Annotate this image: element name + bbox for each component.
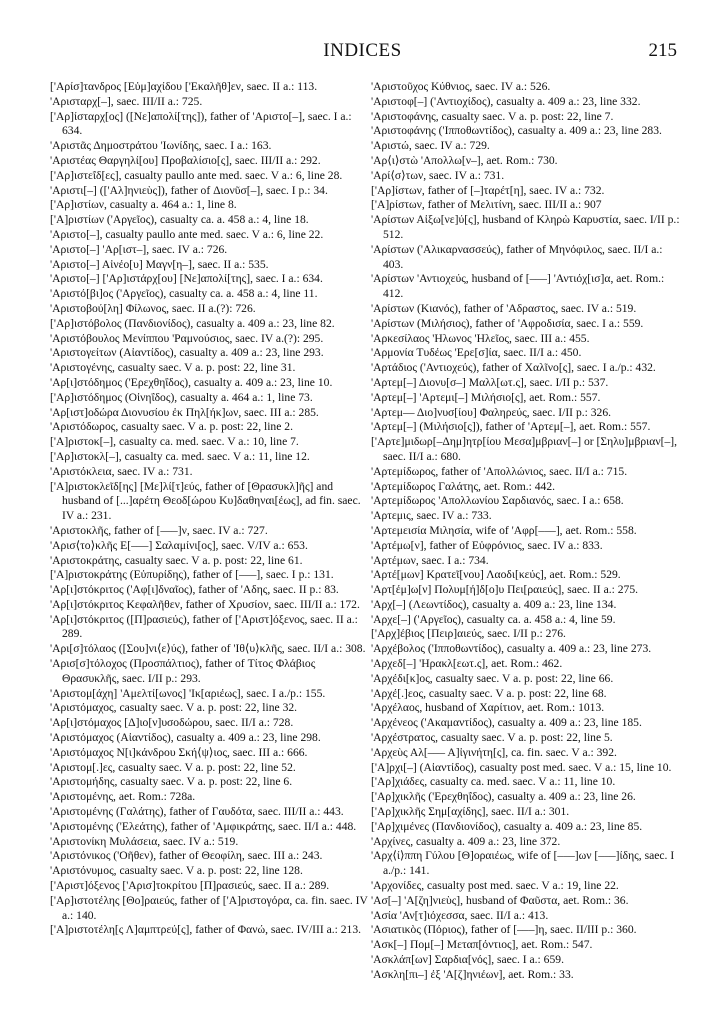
index-entry: 'Αρτεμις, saec. IV a.: 733. [371, 509, 492, 523]
index-entry: 'Αρχέστρατος, casualty saec. V a. p. post: 22, line 5. [371, 731, 613, 745]
index-entry: 'Αριστόδωρος, casualty saec. V a. p. post: 22, line 2. [50, 420, 293, 434]
index-entry: 'Αρτέ[μων] Κρατεῖ[νου] Λαοδι[κεύς], aet. Rom.: 529. [371, 568, 621, 582]
index-entry: 'Αρχονίδες, casualty post med. saec. V a.: 19, line 22. [371, 879, 619, 893]
index-entry: 'Αρισ⟨το⟩κλῆς Ε[–––] Σαλαμίνι[ος], saec. V/IV a.: 653. [50, 538, 308, 552]
index-entry: ['Α]ριστίων ('Αργεῖος), casualty ca. a. 458 a.: 4, line 18. [50, 213, 309, 227]
index-entry: 'Αριστέας Θαργηλί[ου] Προβαλίσιο[ς], saec. III/II a.: 292. [50, 153, 321, 167]
index-entry: 'Αριστόνυμος, casualty saec. V a. p. post: 22, line 128. [50, 864, 303, 878]
index-entry: 'Αριστομένης ('Ελεάτης), father of 'Αμφικράτης, saec. II/I a.: 448. [50, 819, 357, 833]
page-number: 215 [648, 40, 677, 61]
index-entry: 'Αριστο[–] 'Αρ[ιστ–], saec. IV a.: 726. [50, 242, 228, 256]
index-entry: 'Αρχ⟨ί⟩ππη Γύλου [Θ]οραιέως, wife of [–––]ων [–––]ίδης, saec. I a./p.: 141. [371, 849, 675, 878]
index-entry: 'Αρχ[–] (Λεωντίδος), casualty a. 409 a.: 23, line 134. [371, 597, 617, 611]
index-entry: 'Αρτεμ[–] 'Αρτεμι[–] Μιλήσιο[ς], aet. Rom.: 557. [371, 390, 601, 404]
index-entry: 'Ασιατικὸς (Πόριος), father of [–––]η, saec. II/III p.: 360. [371, 923, 637, 937]
index-entry: 'Αριστοφάνης ('Ιπποθωντίδος), casualty a. 409 a.: 23, line 283. [371, 124, 662, 138]
index-entry: 'Αρίστων (Κιανός), father of 'Αδραστος, saec. IV a.: 519. [371, 301, 637, 315]
index-entry: 'Αριστόμαχος Ν[ι]κάνδρου Σκή⟨ψ⟩ιος, saec. III a.: 666. [50, 745, 308, 759]
index-entry: 'Αριστοκράτης, casualty saec. V a. p. post: 22, line 61. [50, 553, 303, 567]
index-entry: 'Αριστόκλεια, saec. IV a.: 731. [50, 464, 193, 478]
index-entry: ['Αρ]ίστων, father of [–]ταρέτ[η], saec. IV a.: 732. [371, 183, 605, 197]
index-entry: 'Αρκεσίλαος 'Ηλωνος 'Ηλεῖος, saec. III a.: 455. [371, 331, 590, 345]
index-entry: 'Ασ[–] 'Α[ζη]νιεὺς], husband of Φαῦστα, aet. Rom.: 36. [371, 893, 629, 907]
index-entry: 'Αρτεμ[–] Διονυ[σ–] Μαλλ[ωτ.ς], saec. I/II p.: 537. [371, 375, 609, 389]
index-entry: 'Αρμονία Τυδέως 'Ερε[σ]ία, saec. II/I a.: 450. [371, 346, 582, 360]
index-entry: 'Αριστομ[.]ες, casualty saec. V a. p. post: 22, line 52. [50, 760, 296, 774]
index-entry: 'Αρχεὺς Αλ[––– Α]ἰγινήτη[ς], ca. fin. saec. V a.: 392. [371, 745, 617, 759]
index-entry: 'Αριστο[–] Αἰνέο[υ] Μαγν[η–], saec. II a.: 535. [50, 257, 269, 271]
index-entry: 'Αρχέλαος, husband of Χαρίτιον, aet. Rom.: 1013. [371, 701, 605, 715]
index-entry: 'Αριστομένης (Γαλάτης), father of Γαυδότα, saec. III/II a.: 443. [50, 805, 344, 819]
index-entry: ['Αρ]χιμένες (Πανδιονίδος), casualty a. 409 a.: 23, line 85. [371, 819, 643, 833]
index-entry: 'Αρχέβολος ('Ιπποθωντίδος), casualty a. 409 a.: 23, line 273. [371, 642, 652, 656]
index-entry: ['Αρχ]έβιος [Πειρ]αιεύς, saec. I/II p.: 276. [371, 627, 566, 641]
index-entry: 'Αρτεμίδωρος 'Απολλωνίου Σαρδιανός, saec. I a.: 658. [371, 494, 624, 508]
index-entry: 'Αρ⟨ι⟩στὼ 'Απολλω[ν–], aet. Rom.: 730. [371, 153, 558, 167]
index-entry: 'Αρ[ι]στόκριτος ([Π]ρασιεύς), father of ['Αριστ]όξενος, saec. II a.: 289. [50, 612, 358, 641]
index-entry: 'Αριστονίκη Μυλάσεια, saec. IV a.: 519. [50, 834, 239, 848]
index-entry: 'Αριστοῦχος Κύθνιος, saec. IV a.: 526. [371, 80, 551, 93]
index-entry: 'Αρτεμίδωρος Γαλάτης, aet. Rom.: 442. [371, 479, 556, 493]
index-entry: ['Α]ρχι[–] (Αἰαντίδος), casualty post med. saec. V a.: 15, line 10. [371, 760, 672, 774]
index-entry: 'Αριστοβού[λη] Φίλωνος, saec. II a.(?): 726. [50, 301, 256, 315]
running-header [0, 40, 725, 66]
index-entry: ['Αρ]ιστεΐδ[ες], casualty paullo ante med. saec. V a.: 6, line 28. [50, 168, 343, 182]
index-entry: ['Αρ]ίσταρχ[ος] ([Νε]απολί[της]), father of 'Αριστο[–], saec. I a.: 634. [50, 109, 352, 138]
index-entry: 'Αρι[σ]τόλαος ([Σου]νι⟨ε⟩ύς), father of 'Ιθ⟨υ⟩κλῆς, saec. II/I a.: 308. [50, 642, 366, 656]
index-entry: 'Αρίστων 'Αντιοχεύς, husband of [–––] 'Αντιόχ[ισ]α, aet. Rom.: 412. [371, 272, 665, 301]
index-entry: 'Αρ[ι]στόκριτος Κεφαλῆθεν, father of Χρυσίον, saec. III/II a.: 172. [50, 597, 360, 611]
index-entry: 'Αριστοκλῆς, father of [–––]ν, saec. IV a.: 727. [50, 523, 268, 537]
index-entry: 'Αρίστων (Μιλήσιος), father of 'Αφροδισία, saec. I a.: 559. [371, 316, 644, 330]
index-entry: 'Αριστοφάνης, casualty saec. V a. p. post: 22, line 7. [371, 109, 614, 123]
index-entry: 'Αριστο[–], casualty paullo ante med. saec. V a.: 6, line 22. [50, 227, 324, 241]
index-entry: 'Αριστᾶς Δημοστράτου 'Ιωνίδης, saec. I a.: 163. [50, 139, 272, 153]
index-entry: 'Αριστι[–] (['Αλ]ηνιεὺς]), father of Διονῦσ[–], saec. I p.: 34. [50, 183, 328, 197]
index-entry: 'Αριστομήδης, casualty saec. V a. p. post: 22, line 6. [50, 775, 293, 789]
index-entry: 'Αριστογένης, casualty saec. V a. p. post: 22, line 31. [50, 361, 296, 375]
index-entry: ['Α]ριστοκράτης (Εὐπυρίδης), father of [–––], saec. I p.: 131. [50, 568, 334, 582]
index-entry: 'Ασκ[–] Πομ[–] Μεταπ[όντιος], aet. Rom.: 547. [371, 938, 593, 952]
index-entry: ['Αρ]χικλῆς Σημ[αχίδης], saec. II/I a.: 301. [371, 805, 570, 819]
index-entry: 'Αρτεμεισία Μιλησία, wife of 'Αφρ[–––], aet. Rom.: 558. [371, 523, 637, 537]
index-entry: 'Αρτεμίδωρος, father of 'Απολλώνιος, saec. II/I a.: 715. [371, 464, 628, 478]
index-entry: 'Αρτ[έμ]ω[ν] Πολυμ[ή]δ[ο]υ Πει[ραιεύς], saec. II a.: 275. [371, 583, 639, 597]
index-entry: 'Αρτεμ[–] (Μιλήσιο[ς]), father of 'Αρτεμ[–], aet. Rom.: 557. [371, 420, 651, 434]
index-entry: ['Αριστ]όξενος ['Αρισ]τοκρίτου [Π]ρασιεύς, saec. II a.: 289. [50, 879, 330, 893]
index-entry: 'Αρχέ[.]εος, casualty saec. V a. p. post: 22, line 68. [371, 686, 607, 700]
index-entry: ['Α]ριστοκλεῖδ[ης] [Με]λί[τ]εύς, father of [Θρασυκλ]ῆς] and husband of [...]αρέτη Θεοδ[ώρου Κυ]δαθηναι[έως], ad fin. saec. IV a.: 231. [50, 479, 361, 523]
index-entry: 'Αριστοφ[–] ('Αντιοχίδος), casualty a. 409 a.: 23, line 332. [371, 94, 641, 108]
index-entry: 'Ασία 'Αν[τ]ιόχεσσα, saec. II/I a.: 413. [371, 908, 549, 922]
index-entry: 'Αρτέμων, saec. I a.: 734. [371, 553, 489, 567]
index-entry: ['Αρίσ]τανδρος [Εὐμ]αχίδου ['Εκαλῆθ]εν, saec. II a.: 113. [50, 80, 318, 93]
index-entry: 'Αρχεδ[–] 'Ηρακλ[εωτ.ς], aet. Rom.: 462. [371, 657, 563, 671]
index-entry: ['Α]ριστοκ[–], casualty ca. med. saec. V a.: 10, line 7. [50, 435, 299, 449]
index-entry: ['Αρ]ιστοκλ[–], casualty ca. med. saec. V a.: 11, line 12. [50, 449, 310, 463]
index-entry: ['Αρ]χικλῆς ('Ερεχθηΐδος), casualty a. 409 a.: 23, line 26. [371, 790, 636, 804]
index-entry: 'Αρισ[σ]τόλοχος (Προσπάλτιος), father of Τίτος Φλάβιος Θρασυκλῆς, saec. I/II p.: 293. [50, 657, 316, 685]
index-entry: 'Αριστώ, saec. IV a.: 729. [371, 139, 490, 153]
index-entry: ['Α]ριστοτέλη[ς Λ]αμπτρεύ[ς], father of Φανώ, saec. IV/III a.: 213. [50, 923, 362, 937]
index-entry: ['Α]ρίστων, father of Μελιτίνη, saec. III/II a.: 907 [371, 198, 602, 212]
index-entry: 'Αριστομ[άχη] 'Αμελτί[ωνος] 'Ικ[αριέως], saec. I a./p.: 155. [50, 686, 326, 700]
index-entry: 'Αρ[ι]στόμαχος [Δ]ιο[ν]υσοδώρου, saec. II/I a.: 728. [50, 716, 294, 730]
index-entry: 'Αριστόνικος ('Οῆθεν), father of Θεοφίλη, saec. III a.: 243. [50, 849, 323, 863]
index-entry: ['Αρτε]μιδωρ[–Δημ]ητρ[ίου Μεσα]μβριαν[–] or [Σηλυ]μβριαν[–], saec. II/I a.: 680. [371, 435, 677, 463]
index-entry: 'Αρτάδιος ('Αντιοχεύς), father of Χαλῖνο[ς], saec. I a./p.: 432. [371, 361, 656, 375]
index-entry: ['Αρ]ιστίων, casualty a. 464 a.: 1, line 8. [50, 198, 237, 212]
index-entry: 'Αρχε[–] ('Αργεῖος), casualty ca. a. 458 a.: 4, line 59. [371, 612, 616, 626]
index-entry: 'Αρχίνες, casualty a. 409 a.: 23, line 372. [371, 834, 561, 848]
index-entry: ['Αρ]ιστόδημος (Οἰνηΐδος), casualty a. 464 a.: 1, line 73. [50, 390, 313, 404]
index-entry: 'Αρίστων Αἰξω[νε]ύ[ς], husband of Κληρὼ Καρυστία, saec. I/II p.: 512. [371, 213, 680, 241]
index-entry: 'Αριστομένης, aet. Rom.: 728a. [50, 790, 196, 804]
index-entry: 'Αρτεμ–– Διο]νυσ[ίου] Φαληρεύς, saec. I/II p.: 326. [371, 405, 612, 419]
index-entry: 'Αριστόμαχος, casualty saec. V a. p. post: 22, line 32. [50, 701, 298, 715]
page-title: INDICES [323, 40, 402, 61]
index-entry: 'Αρ[ιστ]οδώρα Διονυσίου ἐκ Πηλ[ήκ]ων, saec. III a.: 285. [50, 405, 319, 419]
index-entry: 'Αρχέδι[κ]ος, casualty saec. V a. p. post: 22, line 66. [371, 671, 614, 685]
right-column [371, 80, 683, 983]
index-entry: ['Αρ]ιστοτέλης [Θο]ραιεύς, father of ['Α]ριστογόρα, ca. fin. saec. IV a.: 140. [50, 893, 368, 922]
index-entry: 'Αριστο[–] ['Αρ]ιστάρχ[ου] [Νε]απολί[της], saec. I a.: 634. [50, 272, 323, 286]
index-entry: 'Αριστόβουλος Μενίππου 'Ραμνούσιος, saec. IV a.(?): 295. [50, 331, 324, 345]
index-entry: 'Αρ[ι]στόκριτος ('Αφ[ι]δναῖος), father of 'Αδης, saec. II p.: 83. [50, 583, 339, 597]
index-entry: 'Αριστόμαχος (Αἰαντίδος), casualty a. 409 a.: 23, line 298. [50, 731, 321, 745]
index-entry: 'Αριστό[βι]ος ('Αργεῖος), casualty ca. a. 458 a.: 4, line 11. [50, 287, 318, 301]
index-entry: 'Αριστογείτων (Αἰαντίδος), casualty a. 409 a.: 23, line 293. [50, 346, 324, 360]
index-entry: 'Αρχένεος ('Ακαμαντίδος), casualty a. 409 a.: 23, line 185. [371, 716, 642, 730]
index-entry: 'Ασκλη[πι–] ἐξ 'Α[ζ]ηνιέων], aet. Rom.: 33. [371, 967, 574, 981]
index-entry: 'Αρτέμω[ν], father of Εὐφρόνιος, saec. IV a.: 833. [371, 538, 603, 552]
index-entry: 'Αρ[ι]στόδημος ('Ερεχθηΐδος), casualty a. 409 a.: 23, line 10. [50, 375, 333, 389]
index-entry: 'Αρισταρχ[–], saec. III/II a.: 725. [50, 94, 203, 108]
index-entry: ['Αρ]χιάδες, casualty ca. med. saec. V a.: 11, line 10. [371, 775, 616, 789]
left-column [50, 80, 368, 938]
index-entry: 'Αρί⟨σ⟩των, saec. IV a.: 731. [371, 168, 505, 182]
index-entry: 'Ασκλάπ[ων] Σαρδια[νός], saec. I a.: 659. [371, 953, 564, 967]
index-entry: 'Αρίστων ('Αλικαρνασσεύς), father of Μηνόφιλος, saec. II/I a.: 403. [371, 242, 663, 271]
index-entry: ['Αρ]ιστόβολος (Πανδιονίδος), casualty a. 409 a.: 23, line 82. [50, 316, 335, 330]
